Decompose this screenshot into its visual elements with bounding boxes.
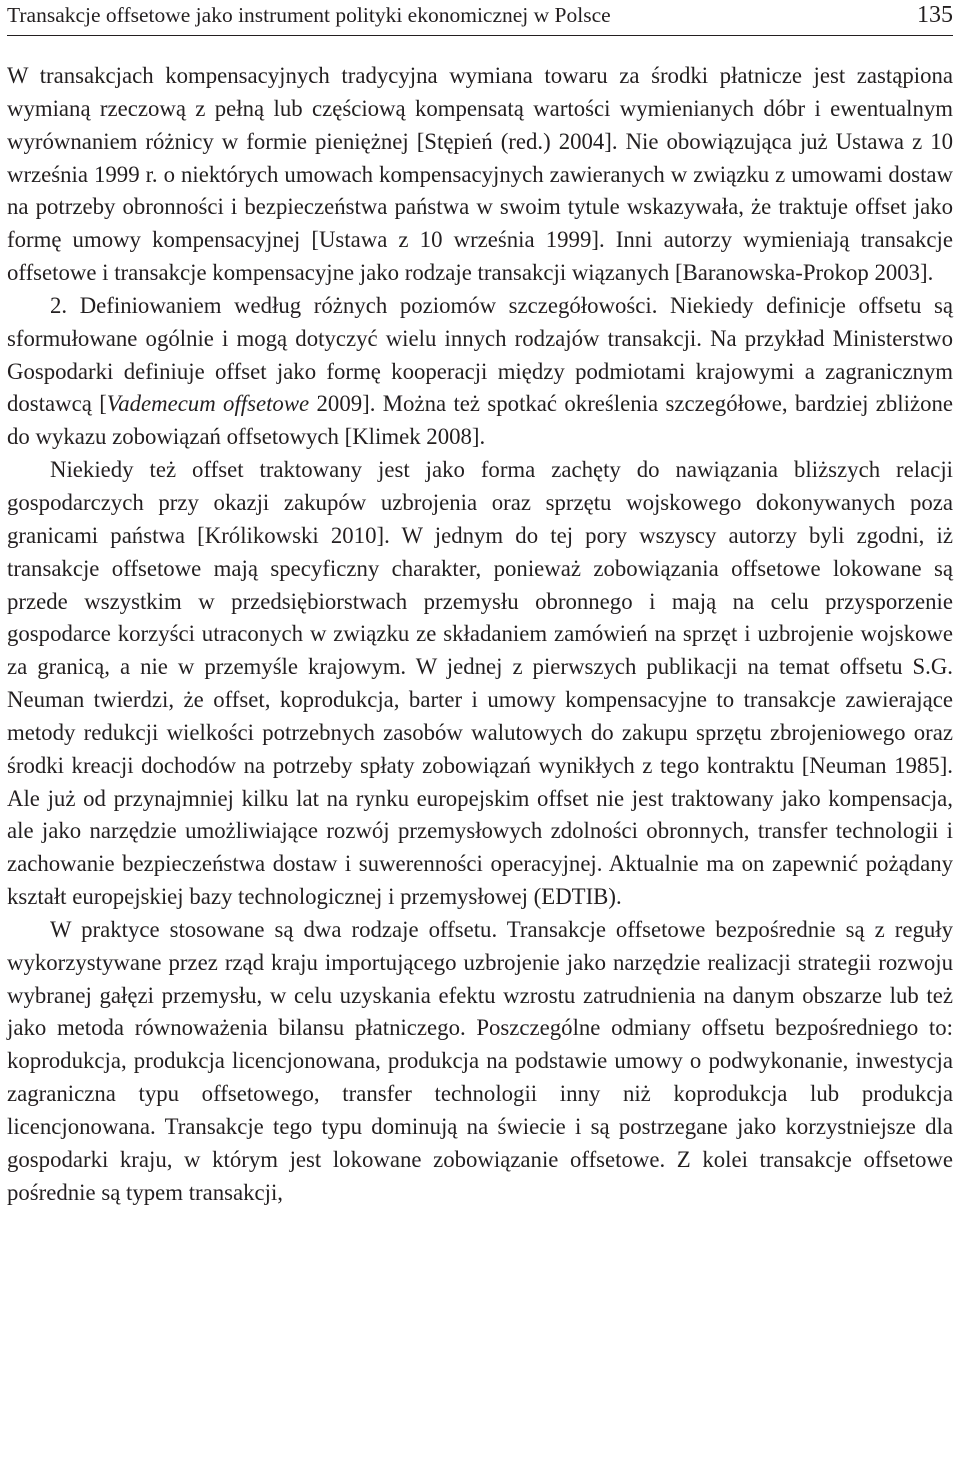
header-rule — [7, 35, 953, 36]
paragraph-2-text-end: 2009]. Można też spotkać określenia szczegółowe, bardziej zbliżone do wykazu zobowiązań offsetowych [Klimek 2008]. — [7, 391, 953, 450]
page-number: 135 — [917, 2, 953, 28]
paragraph-3-text: Niekiedy też offset traktowany jest jako forma zachęty do nawiązania bliższych relacji gospodarczych przy okazji zakupów uzbrojenia oraz sprzętu wojskowego dokonywanych poza granicami państwa [Królikowski 2010]. W jednym do tej pory wszyscy autorzy byli zgodni, iż transakcje offsetowe mają specyficzny charakter, ponieważ zobowiązania offsetowe lokowane są przede wszystkim w przedsiębiorstwach przemysłu obronnego i mają na celu przysporzenie gospodarce korzyści utraconych w związku ze składaniem zamówień na sprzęt i uzbrojenie wojskowe za granicą, a nie w przemyśle krajowym. W jednej z pierwszych publikacji na temat offsetu S.G. Neuman twierdzi, że offset, koprodukcja, barter i umowy kompensacyjne to transakcje zawierające metody redukcji wielkości potrzebnych zasobów walutowych do zakupu sprzętu zbrojeniowego oraz środki kreacji dochodów na potrzeby spłaty zobowiązań wynikłych z tego kontraktu [Neuman 1985]. Ale już od przynajmniej kilku lat na rynku europejskim offset nie jest traktowany jako kompensacja, ale jako narzędzie umożliwiające rozwój przemysłowych zdolności obronnych, transfer technologii i zachowanie bezpieczeństwa dostaw i suwerenności operacyjnej. Aktualnie ma on zapewnić pożądany kształt europejskiej bazy technologicznej i przemysłowej (EDTIB). — [7, 457, 953, 910]
paragraph-1-text: W transakcjach kompensacyjnych tradycyjna wymiana towaru za środki płatnicze jest zastąpiona wymianą rzeczową z pełną lub częściową kompensatą wartości wymienianych dóbr i ewentualnym wyrównaniem różnicy w formie pieniężnej [Stępień (red.) 2004]. Nie obowiązująca już Ustawa z 10 września 1999 r. o niektórych umowach kompensacyjnych zawieranych w związku z umowami dostaw na potrzeby obronności i bezpieczeństwa państwa w swoim tytule wskazywała, że traktuje offset jako formę umowy kompensacyjnej [Ustawa z 10 września 1999]. Inni autorzy wymieniają transakcje offsetowe i transakcje kompensacyjne jako rodzaje transakcji wiązanych [Baranowska-Prokop 2003]. — [7, 63, 953, 286]
paragraph-2 — [7, 290, 953, 454]
paragraph-4 — [7, 914, 953, 1210]
body-text — [7, 60, 953, 1210]
paragraph-2-text: 2. Definiowaniem według różnych poziomów szczegółowości. Niekiedy definicje offsetu są sformułowane ogólnie i mogą dotyczyć wielu innych rodzajów transakcji. Na przykład Ministerstwo Gospodarki definiuje offset jako formę kooperacji między podmiotami krajowymi a zagranicznym dostawcą [ — [7, 292, 953, 417]
paragraph-3 — [7, 454, 953, 914]
running-header-title: Transakcje offsetowe jako instrument polityki ekonomicznej w Polsce — [7, 3, 611, 27]
paragraph-1 — [7, 60, 953, 290]
document-page — [7, 0, 953, 1210]
running-header — [7, 2, 953, 32]
paragraph-2-italic-title: Vademecum offsetowe — [106, 391, 310, 417]
paragraph-4-text: W praktyce stosowane są dwa rodzaje offsetu. Transakcje offsetowe bezpośrednie są z reguły wykorzystywane przez rząd kraju importującego uzbrojenie jako narzędzie realizacji strategii rozwoju wybranej gałęzi przemysłu, w celu uzyskania efektu wzrostu zatrudnienia na danym obszarze lub też jako metoda równoważenia bilansu płatniczego. Poszczególne odmiany offsetu bezpośredniego to: koprodukcja, produkcja licencjonowana, produkcja na podstawie umowy o podwykonanie, inwestycja zagraniczna typu offsetowego, transfer technologii inny niż koprodukcja lub produkcja licencjonowana. Transakcje tego typu dominują na świecie i są postrzegane jako korzystniejsze dla gospodarki kraju, w którym jest lokowane zobowiązanie offsetowe. Z kolei transakcje offsetowe pośrednie są typem transakcji, — [7, 916, 953, 1205]
